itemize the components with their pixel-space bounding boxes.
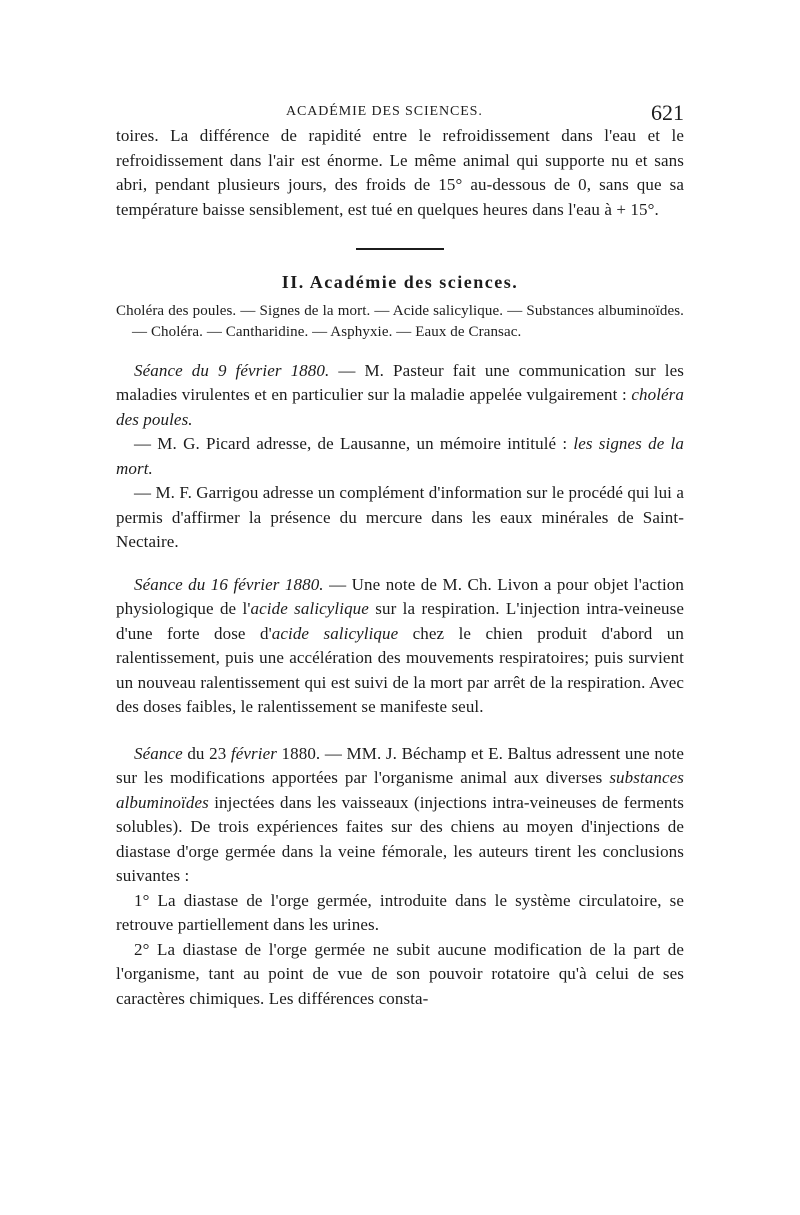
section-divider <box>356 248 444 250</box>
section-title: II. Académie des sciences. <box>281 272 519 292</box>
running-head: ACADÉMIE DES SCIENCES. <box>286 104 483 119</box>
session-date: Séance du 16 février 1880. <box>134 574 324 594</box>
session-1-paragraph-3: — M. F. Garrigou adresse un complément d'information sur le procédé qui lui a permis d'affirmer la présence du mercure dans les eaux minérales de Saint-Nectaire. <box>116 483 684 551</box>
spacer <box>116 555 684 573</box>
conclusion-1: 1° La diastase de l'orge germée, introduite dans le système circulatoire, se retrouve partiellement dans les urines. <box>116 890 684 934</box>
section-summary: Choléra des poules. — Signes de la mort. — Acide salicylique. — Substances albuminoïdes. — Choléra. — Cantharidine. — Asphyxie. — Eaux de Cransac. <box>116 302 684 340</box>
session-3-paragraph: Séance du 23 février 1880. — MM. J. Béchamp et E. Baltus adressent une note sur les modifications apportées par l'organisme animal aux diverses substances albuminoïdes injectées dans les vaisseaux (injections intra-veineuses de ferments solubles). De trois expériences faites sur des chiens au moyen d'injections de diastase d'orge germée dans la veine fémorale, les auteurs tirent les conclusions suivantes : <box>116 743 684 885</box>
conclusion-2: 2° La diastase de l'orge germée ne subit aucune modification de la part de l'organisme, tant au point de vue de son pouvoir rotatoire qu'à celui de ses caractères chimiques. Les différences consta- <box>116 939 684 1008</box>
session-2-paragraph: Séance du 16 février 1880. — Une note de M. Ch. Livon a pour objet l'action physiologique de l'acide salicylique sur la respiration. L'injection intra-veineuse d'une forte dose d'acide salicylique chez le chien produit d'abord un ralentissement, puis une accélération des mouvements respiratoires; puis survient un nouveau ralentissement qui est suivi de la mort par arrêt de la respiration. Avec des doses faibles, le ralentissement se manifeste seul. <box>116 574 684 716</box>
session-1-paragraph-1: Séance du 9 février 1880. — M. Pasteur fait une communication sur les maladies virulentes et en particulier sur la maladie appelée vulgairement : choléra des poules. <box>116 360 684 429</box>
page-number: 621 <box>651 100 684 125</box>
spacer <box>116 720 684 742</box>
session-date: Séance du 9 février 1880. <box>134 360 330 380</box>
session-date: Séance <box>134 743 183 763</box>
page-body <box>116 124 684 1011</box>
session-1-paragraph-2: — M. G. Picard adresse, de Lausanne, un mémoire intitulé : les signes de la mort. <box>116 434 684 478</box>
intro-paragraph: toires. La différence de rapidité entre le refroidissement dans l'eau et le refroidissement dans l'air est énorme. Le même animal qui supporte nu et sans abri, pendant plusieurs jours, des froids de 15° au-dessous de 0, sans que sa température baisse sensiblement, est tué en quelques heures dans l'eau à + 15°. <box>116 126 684 219</box>
